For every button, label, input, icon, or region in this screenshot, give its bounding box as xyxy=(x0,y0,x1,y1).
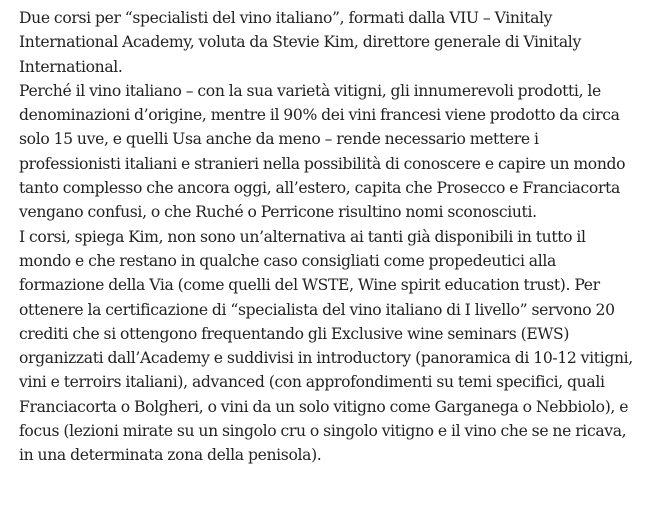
article-paragraph-courses: I corsi, spiega Kim, non sono un’alternativa ai tanti già disponibili in tutto il mondo e che restano in qualche caso consigliati come propedeutici alla formazione della Via (come quelli del WSTE, Wine spirit education trust). Per ottenere la certificazione di “specialista del vino italiano di I livello” servono 20 crediti che si ottengono frequentando gli Exclusive wine seminars (EWS) organizzati dall’Academy e suddivisi in introductory (panoramica di 10-12 vitigni, vini e terroirs italiani), advanced (con approfondimenti su temi specifici, quali Franciacorta o Bolgheri, o vini da un solo vitigno come Garganega o Nebbiolo), e focus (lezioni mirate su un singolo cru o singolo vitigno e il vino che se ne ricava, in una determinata zona della penisola). xyxy=(19,227,633,465)
article-paragraph-reasons: Perché il vino italiano – con la sua varietà vitigni, gli innumerevoli prodotti, le denominazioni d’origine, mentre il 90% dei vini francesi viene prodotto da circa solo 15 uve, e quelli Usa anche da meno – rende necessario mettere i professionisti italiani e stranieri nella possibilità di conoscere e capire un mondo tanto complesso che ancora oggi, all’estero, capita che Prosecco e Franciacorta vengano confusi, o che Ruché o Perricone risultino nomi sconosciuti. xyxy=(19,81,626,222)
article-paragraph-intro: Due corsi per “specialisti del vino italiano”, formati dalla VIU – Vinitaly International Academy, voluta da Stevie Kim, direttore generale di Vinitaly International. xyxy=(19,9,581,76)
